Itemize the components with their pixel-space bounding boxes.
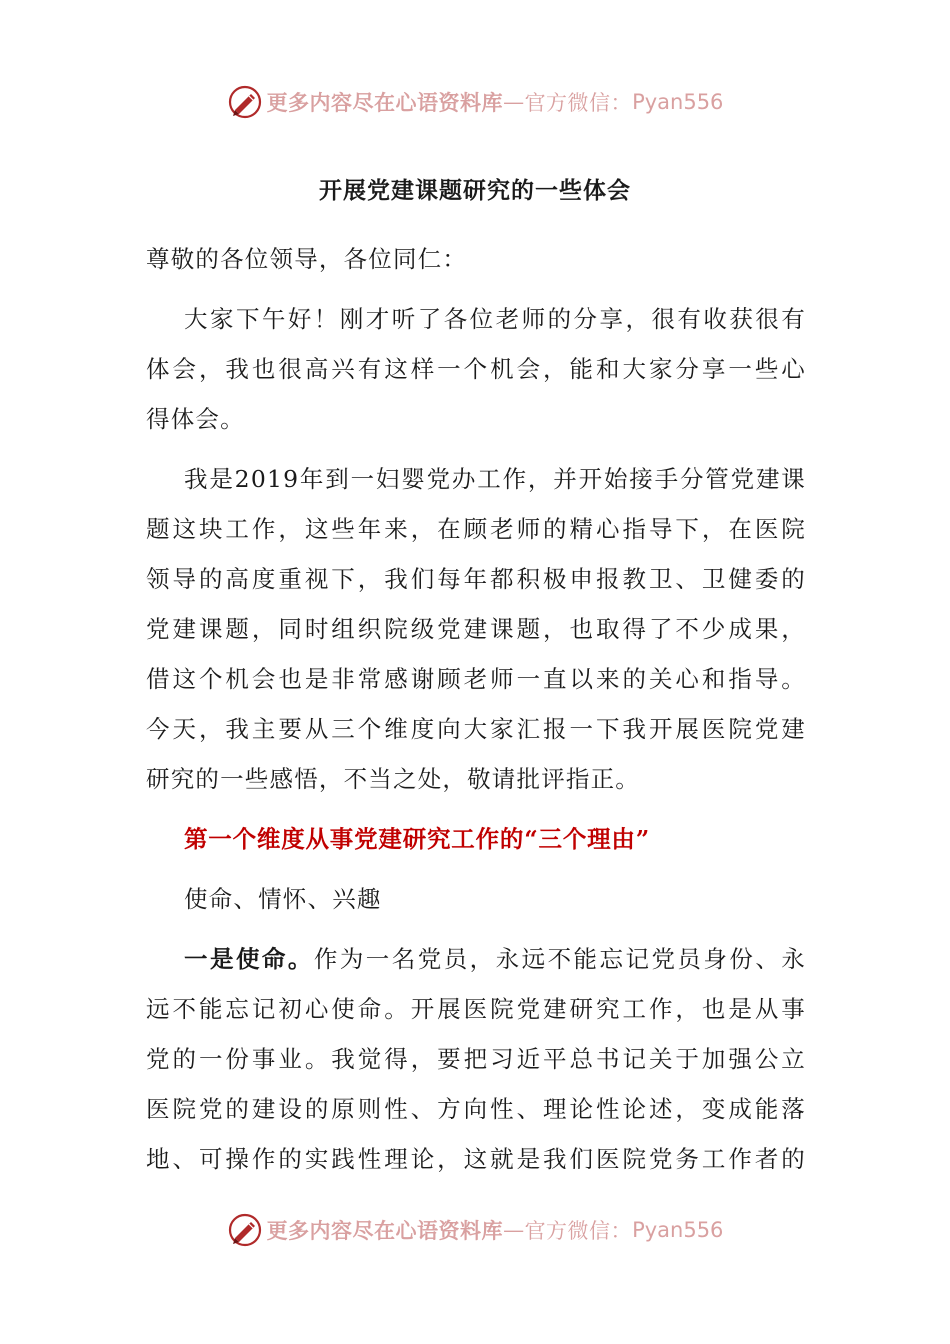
banner-wechat-label: 官方微信： xyxy=(524,1219,633,1243)
banner-handle: Pyan556 xyxy=(632,90,724,114)
pen-in-circle-logo-icon xyxy=(227,84,263,120)
paragraph-line: 研究的一些感悟，不当之处，敬请批评指正。 xyxy=(146,765,640,793)
salutation: 尊敬的各位领导，各位同仁： xyxy=(146,245,468,273)
banner-main-text: 更多内容尽在心语资料库 xyxy=(266,90,504,115)
paragraph-lead: 一是使命。 xyxy=(184,945,314,973)
section-heading: 第一个维度从事党建研究工作的“三个理由” xyxy=(184,825,651,853)
paragraph-line: 大家下午好！刚才听了各位老师的分享，很有收获很有 xyxy=(184,305,806,333)
pen-in-circle-logo-icon xyxy=(227,1212,263,1248)
banner-dash: — xyxy=(503,90,525,114)
paragraph-line: 医院党的建设的原则性、方向性、理论性论述，变成能落 xyxy=(146,1095,806,1123)
paragraph-line: 体会，我也很高兴有这样一个机会，能和大家分享一些心 xyxy=(146,355,806,383)
section-subtitle: 使命、情怀、兴趣 xyxy=(184,885,382,913)
paragraph-mission xyxy=(146,934,806,1184)
footer-banner xyxy=(0,1210,950,1250)
document-body xyxy=(146,234,806,1184)
paragraph-line: 借这个机会也是非常感谢顾老师一直以来的关心和指导。 xyxy=(146,665,806,693)
paragraph-line-text: 作为一名党员，永远不能忘记党员身份、永 xyxy=(313,945,807,973)
paragraph-line: 得体会。 xyxy=(146,405,245,433)
paragraph-line: 党的一份事业。我觉得，要把习近平总书记关于加强公立 xyxy=(146,1045,806,1073)
document-title: 开展党建课题研究的一些体会 xyxy=(319,177,631,204)
paragraph-line: 地、可操作的实践性理论，这就是我们医院党务工作者的 xyxy=(146,1145,806,1173)
paragraph-line: 题这块工作，这些年来，在顾老师的精心指导下，在医院 xyxy=(146,515,806,543)
banner-wechat-label: 官方微信： xyxy=(524,91,633,115)
paragraph-intro xyxy=(146,454,806,804)
paragraph-line: 党建课题，同时组织院级党建课题，也取得了不少成果， xyxy=(146,615,806,643)
paragraph-line: 我是2019年到一妇婴党办工作，并开始接手分管党建课 xyxy=(184,465,806,493)
banner-main-text: 更多内容尽在心语资料库 xyxy=(266,1218,504,1243)
paragraph-line: 今天，我主要从三个维度向大家汇报一下我开展医院党建 xyxy=(146,715,806,743)
banner-dash: — xyxy=(503,1218,525,1242)
banner-handle: Pyan556 xyxy=(632,1218,724,1242)
paragraph-line: 领导的高度重视下，我们每年都积极申报教卫、卫健委的 xyxy=(146,565,806,593)
paragraph-line xyxy=(146,934,806,984)
header-banner xyxy=(0,82,950,122)
paragraph-line: 远不能忘记初心使命。开展医院党建研究工作，也是从事 xyxy=(146,995,806,1023)
paragraph-greeting xyxy=(146,294,806,444)
